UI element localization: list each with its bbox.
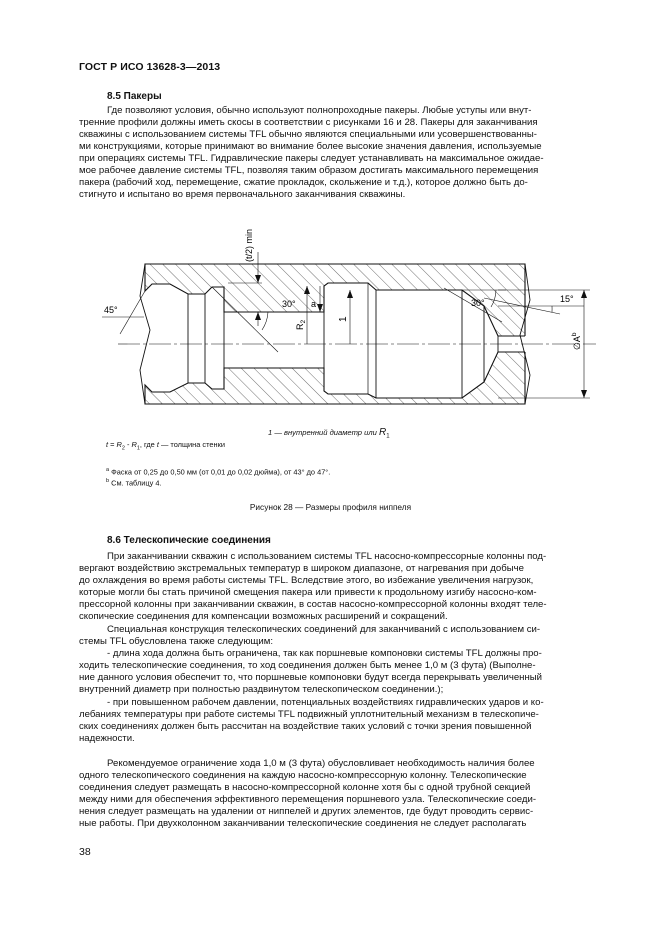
section-8-5-heading: 8.5 Пакеры <box>107 91 162 102</box>
text-line: тренние профили должны иметь скосы в соответствии с рисунками 16 и 28. Пакеры для заканчивания <box>79 117 538 129</box>
section-8-6-paragraph-1 <box>79 551 584 623</box>
text-line: ходить телескопические соединения, то ход соединения должен быть менее 1,0 м (3 фута) (Выполне- <box>79 660 536 672</box>
nipple-profile-drawing <box>0 0 661 420</box>
label-1: 1 <box>338 316 349 322</box>
text-line: ских соединениях должен быть рассчитан на воздействие таких условий с точки зрения повышенной <box>79 721 532 733</box>
text-line: Рекомендуемое ограничение хода 1,0 м (3 фута) обусловливает необходимость наличия более <box>107 758 535 769</box>
text-line: скопические соединения для компенсации возможных расширений и сокращений. <box>79 611 448 623</box>
figure-caption: Рисунок 28 — Размеры профиля ниппеля <box>249 502 412 512</box>
text-line: стигнуто и испытано во время первоначального заканчивания скважины. <box>79 189 406 201</box>
section-8-6-heading: 8.6 Телескопические соединения <box>107 535 271 546</box>
text-line: ми конструкциями, которые принимают во внимание более высокие значения давления, используемые <box>79 141 542 153</box>
section-8-6-paragraph-5 <box>79 758 584 830</box>
angle-30-right-label: 30° <box>471 298 485 308</box>
footnote-b: $^b$ См. таблицу 4. <box>106 478 162 488</box>
text-line: ные работы. При двухколонном заканчивании телескопические соединения не следует располагать <box>79 818 527 830</box>
diameter-a-label: $\emptyset A^b$ <box>571 332 582 350</box>
angle-15-label: 15° <box>560 294 574 304</box>
section-8-6-paragraph-2 <box>79 624 584 648</box>
text-line: скважины с использованием системы TFL обычно являются специальными или усовершенствованны- <box>79 129 537 141</box>
text-line: пакера (рабочий ход, перемещение, сжатие прокладок, скольжение и т.д.), которое должно быть до- <box>79 177 528 189</box>
section-8-6-paragraph-3 <box>79 648 584 696</box>
angle-45-label: 45° <box>104 305 118 315</box>
label-r2: $R_2$ <box>295 319 307 330</box>
angle-30-left-label: 30° <box>282 299 296 309</box>
legend-1: 1 — внутренний диаметр или $R_1$ <box>268 427 390 440</box>
text-line: при операциях системы TFL. Гидравлические пакеры следует устанавливать на максимальное ожидае- <box>79 153 544 165</box>
text-line: Где позволяют условия, обычно используют полнопроходные пакеры. Любые уступы или внут- <box>107 105 532 116</box>
text-line: между ними для обеспечения эффективного перемещения поршневого узла. Телескопические соеди- <box>79 794 537 806</box>
page-number: 38 <box>79 846 91 858</box>
text-line: прессорной колонны при заканчивании скважин, в состав насосно-компрессорной колонны входят теле- <box>79 599 547 611</box>
text-line: Специальная конструкция телескопических соединений для заканчиваний с использованием си- <box>107 624 541 635</box>
text-line: вергают воздействию экстремальных температур в широком диапазоне, от нагревания при добыче <box>79 563 524 575</box>
text-line: При заканчивании скважин с использованием системы TFL насосно-компрессорные колонны под- <box>107 551 547 562</box>
text-line: стемы TFL обусловлена также следующим: <box>79 636 274 648</box>
text-line: - при повышенном рабочем давлении, потенциальных воздействиях гидравлических ударов и ко- <box>107 697 544 708</box>
text-line: надежности. <box>79 733 135 745</box>
section-8-6-paragraph-4 <box>79 697 584 745</box>
text-line: - длина хода должна быть ограничена, так как поршневые компоновки системы TFL должны про- <box>107 648 542 659</box>
text-line: внутренний диаметр при полностью раздвинутом телескопическом соединении.); <box>79 684 444 696</box>
text-line: одного телескопического соединения на каждую насосно-компрессорную колонну. Телескопические <box>79 770 527 782</box>
t-half-min-label: (t/2) min <box>244 228 254 262</box>
text-line: ние данного условия обеспечит то, что поршневые компоновки будут всегда перекрывать увеличенный <box>79 672 543 684</box>
lower-wall-section <box>145 352 525 404</box>
footnote-a: $^a$ Фаска от 0,25 до 0,50 мм (от 0,01 до 0,02 дюйма), от 43° до 47°. <box>106 467 331 477</box>
text-line: мое рабочее давление системы TFL, позволяя таким образом достигать максимального перемещения <box>79 165 539 177</box>
document-header: ГОСТ Р ИСО 13628-3—2013 <box>79 61 221 73</box>
upper-wall-section <box>145 264 525 336</box>
text-line: лебаниях температуры при работе системы TFL подвижный уплотнительный механизм в телескопиче- <box>79 709 539 721</box>
text-line: соединения следует размещать в насосно-компрессорной колонне хотя бы с одной трубной секцией <box>79 782 531 794</box>
label-a: a <box>311 299 317 309</box>
thickness-formula: $t = R_2 - R_1$, где t — толщина стенки <box>106 440 225 452</box>
text-line: до охлаждения во время работы системы TFL. Вследствие этого, во избежание увеличения нагрузок, <box>79 575 534 587</box>
text-line: нения следует размещать на удалении от ниппелей и других элементов, где будут проводить сервис- <box>79 806 534 818</box>
text-line: которые могли бы стать причиной смещения пакера или привести к продольному изгибу насосно-ком- <box>79 587 537 599</box>
